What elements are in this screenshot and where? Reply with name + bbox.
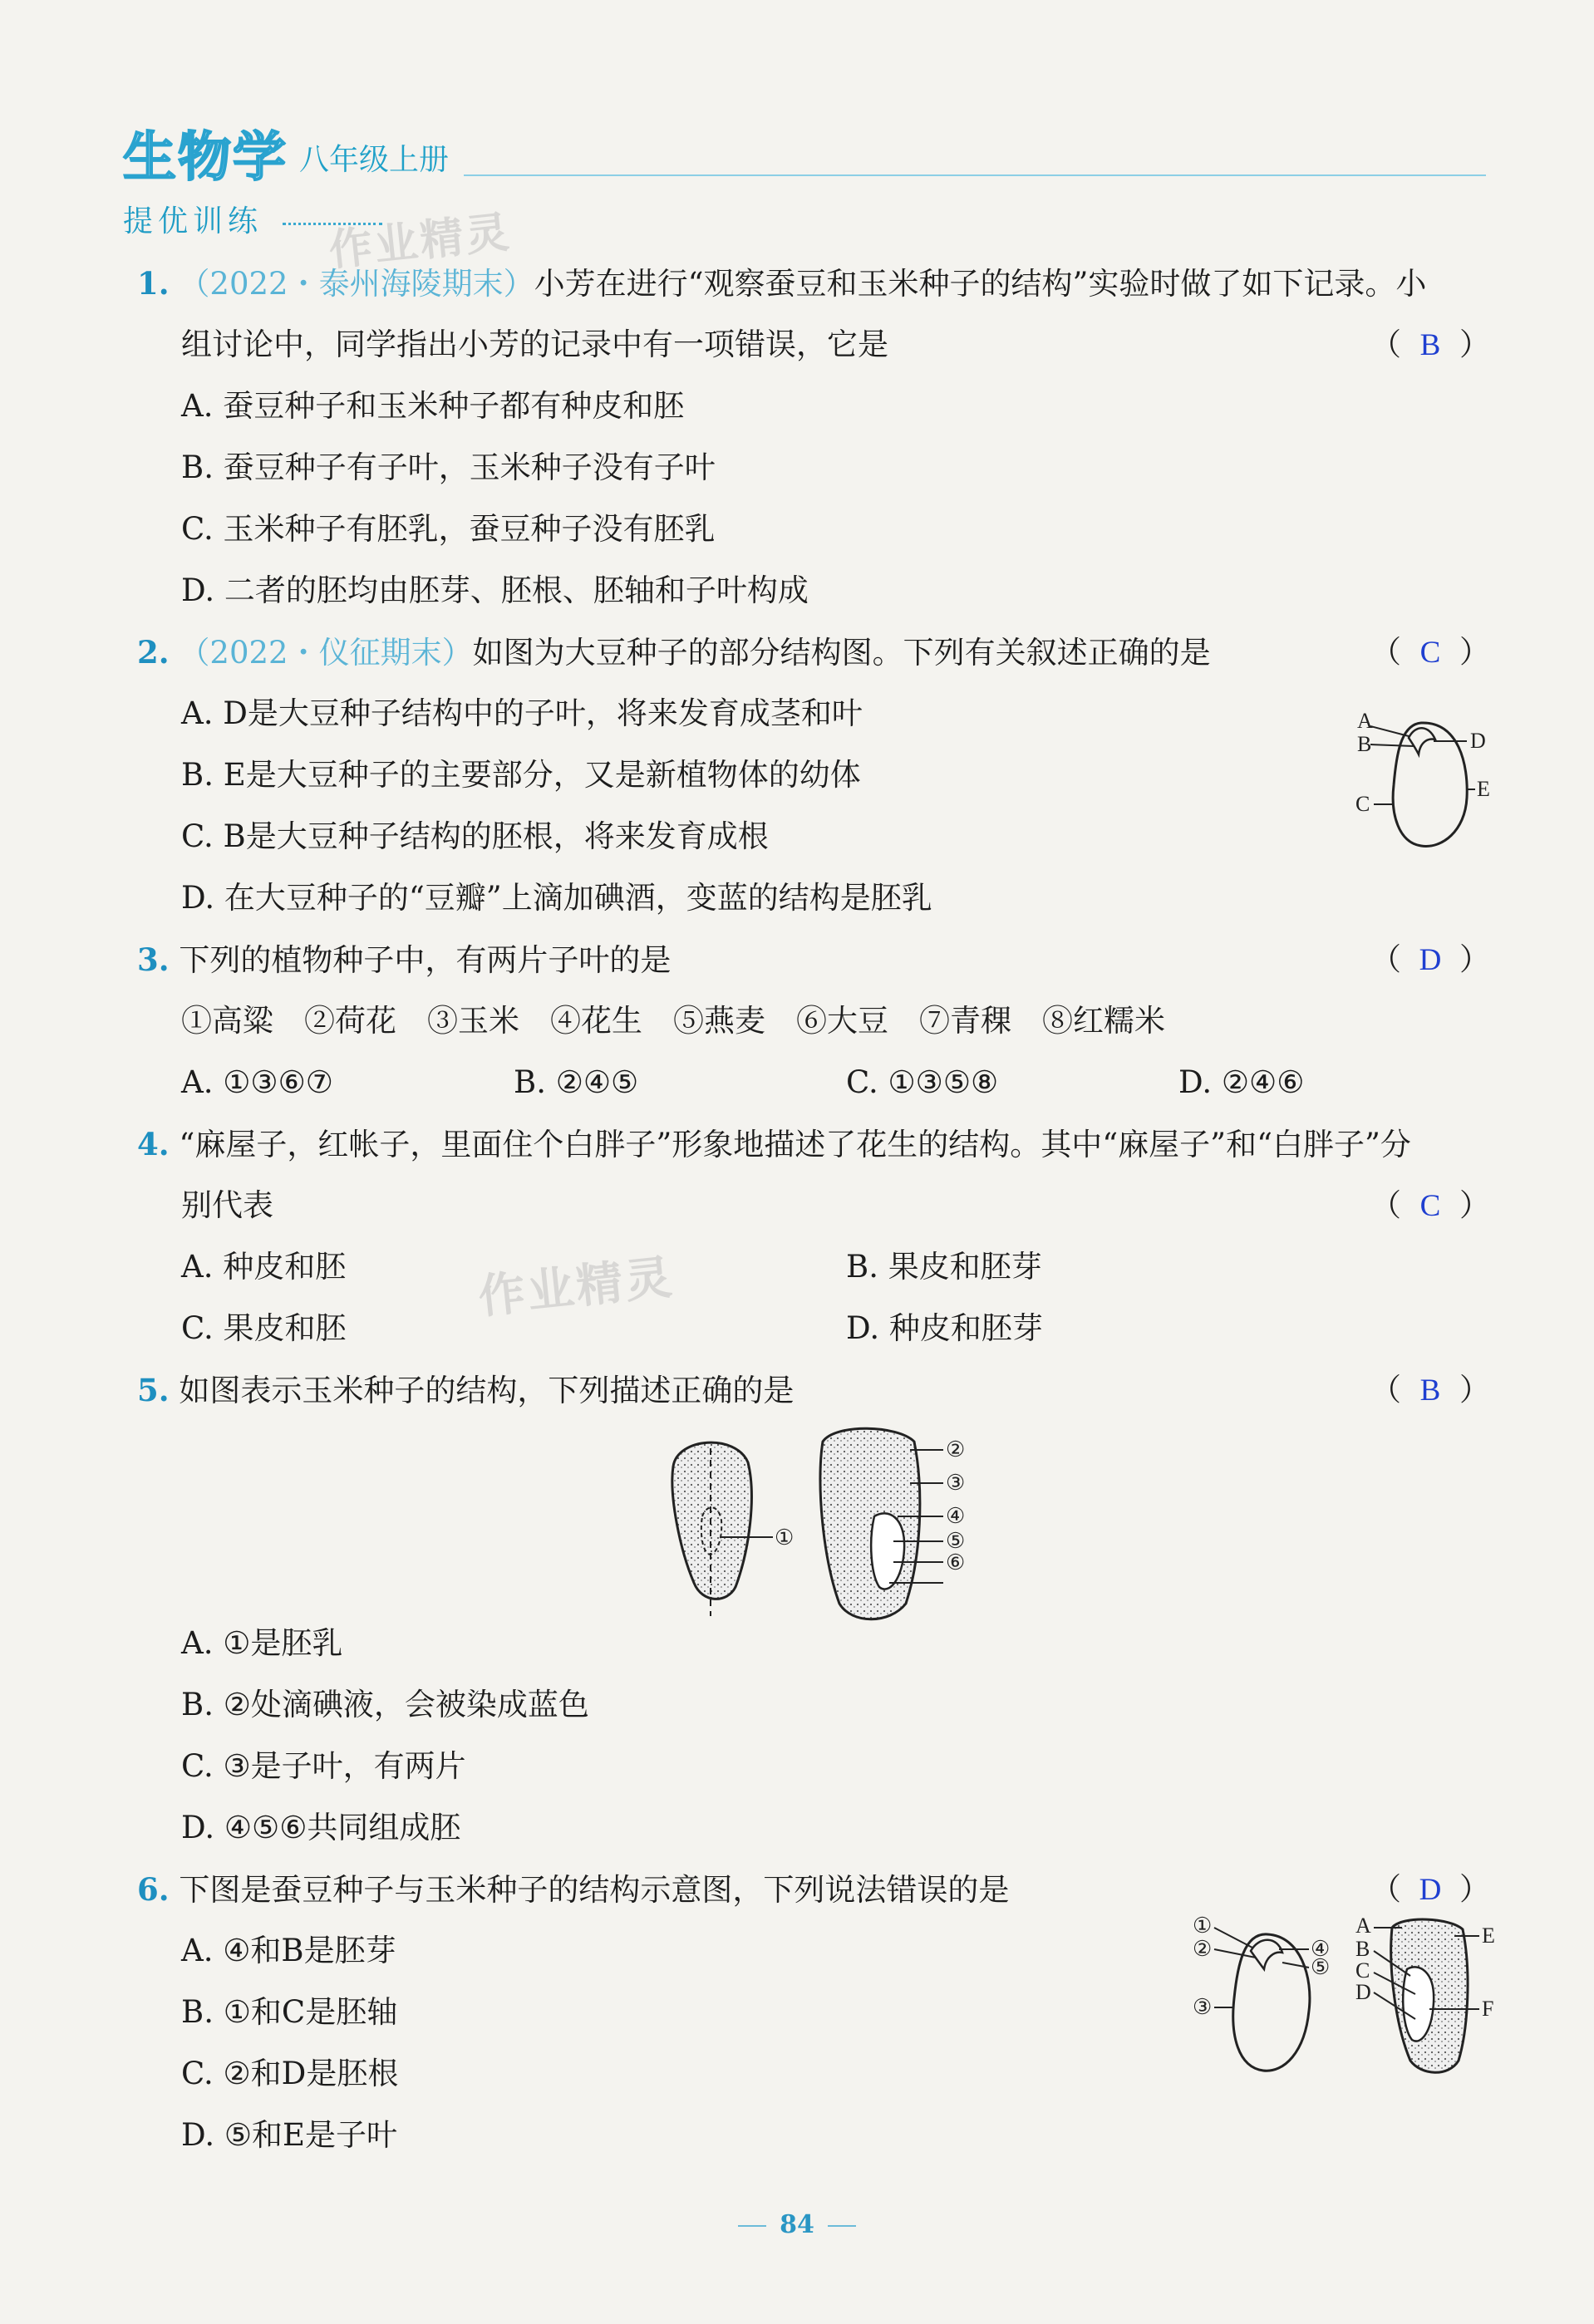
figure-label: E (1482, 1924, 1495, 1948)
option: A. ①③⑥⑦ (181, 1064, 333, 1100)
seed-items: ①高粱 ②荷花 ③玉米 ④花生 ⑤燕麦 ⑥大豆 ⑦青稞 ⑧红糯米 (181, 1003, 1165, 1039)
question-number: 3. (137, 941, 170, 978)
question-2-stem (137, 633, 1211, 672)
question-text: 小芳在进行“观察蚕豆和玉米种子的结构”实验时做了如下记录。小 (534, 266, 1427, 302)
figure-label: B (1357, 732, 1372, 756)
question-4-stem-line2: 别代表 (181, 1187, 273, 1223)
figure-label: E (1477, 777, 1490, 801)
figure-label: ① (1193, 1914, 1213, 1938)
figure-label: D (1470, 729, 1486, 753)
answer-letter: C (1419, 636, 1441, 670)
watermark: 作业精灵 (327, 207, 514, 277)
bean-corn-seed-figure (1184, 1911, 1500, 2086)
page-footer (0, 2210, 1594, 2239)
figure-label: ② (946, 1437, 966, 1462)
question-source: （2022・仪征期末） (179, 635, 473, 671)
question-text: 如图表示玉米种子的结构，下列描述正确的是 (179, 1373, 795, 1408)
question-text: 下列的植物种子中，有两片子叶的是 (179, 942, 672, 978)
figure-label: D (1355, 1980, 1371, 2004)
figure-label: ② (1193, 1937, 1213, 1961)
book-title: 生物学 (123, 127, 288, 189)
figure-label: C (1355, 1958, 1370, 1983)
figure-label: ⑥ (946, 1550, 966, 1575)
leader-line (1370, 744, 1414, 746)
question-text: 下图是蚕豆种子与玉米种子的结构示意图，下列说法错误的是 (179, 1872, 1010, 1908)
question-3-stem (137, 941, 671, 980)
answer-letter: B (1419, 1373, 1441, 1408)
option: C. 果皮和胚 (181, 1310, 347, 1346)
option: A. ①是胚乳 (181, 1625, 343, 1661)
option: B. E是大豆种子的主要部分，又是新植物体的幼体 (181, 757, 861, 793)
option: B. ②④⑤ (514, 1064, 639, 1100)
answer-letter: D (1419, 1873, 1442, 1907)
corn-outer-view (672, 1442, 751, 1599)
option: D. ②④⑥ (1178, 1064, 1305, 1100)
leader-line (1214, 1949, 1256, 1958)
option: B. 果皮和胚芽 (846, 1249, 1042, 1285)
question-5-stem (137, 1371, 794, 1410)
figure-label: B (1355, 1937, 1370, 1961)
figure-label: ① (775, 1526, 795, 1550)
soybean-seed-figure (1342, 706, 1500, 856)
plumule-shape (1409, 728, 1435, 754)
corn-seed-figure (657, 1417, 989, 1633)
question-number: 4. (137, 1126, 170, 1162)
question-number: 2. (137, 634, 170, 671)
corn-section-view (820, 1428, 920, 1619)
answer-letter: B (1419, 328, 1441, 362)
option: C. 玉米种子有胚乳，蚕豆种子没有胚乳 (181, 511, 716, 547)
option: D. ④⑤⑥共同组成胚 (181, 1810, 461, 1845)
figure-label: ④ (946, 1504, 966, 1528)
question-source: （2022・泰州海陵期末） (179, 266, 534, 302)
question-number: 5. (137, 1372, 170, 1408)
answer-blank: （ D ） (1370, 1870, 1490, 1909)
figure-label: ③ (1193, 1995, 1213, 2019)
leader-line (1214, 1928, 1252, 1948)
question-6-stem (137, 1870, 1009, 1909)
option: D. 在大豆种子的“豆瓣”上滴加碘酒，变蓝的结构是胚乳 (181, 880, 932, 916)
footer-dash (738, 2225, 766, 2227)
question-1-stem (137, 264, 1426, 303)
figure-label: ④ (1311, 1937, 1331, 1961)
question-text: 如图为大豆种子的部分结构图。下列有关叙述正确的是 (472, 635, 1211, 671)
answer-blank: （ C ） (1370, 1187, 1490, 1226)
question-number: 1. (137, 265, 170, 302)
option: A. ④和B是胚芽 (181, 1933, 396, 1968)
answer-blank: （ B ） (1370, 1371, 1490, 1410)
figure-label: A (1355, 1914, 1371, 1938)
figure-label: ⑤ (946, 1529, 966, 1553)
option: C. ③是子叶，有两片 (181, 1748, 466, 1784)
option: A. 种皮和胚 (181, 1249, 347, 1285)
option: B. 蚕豆种子有子叶，玉米种子没有子叶 (181, 450, 716, 485)
option: D. 二者的胚均由胚芽、胚根、胚轴和子叶构成 (181, 572, 809, 608)
option: A. 蚕豆种子和玉米种子都有种皮和胚 (181, 388, 685, 424)
question-4-stem (137, 1125, 1411, 1164)
bean-plumule (1251, 1940, 1282, 1969)
figure-label: ⑤ (1311, 1955, 1331, 1979)
option: C. ②和D是胚根 (181, 2056, 399, 2091)
option: C. ①③⑤⑧ (846, 1064, 999, 1100)
question-1-stem-line2: 组讨论中，同学指出小芳的记录中有一项错误，它是 (181, 327, 888, 362)
answer-blank: （ C ） (1370, 633, 1490, 672)
question-text: “麻屋子，红帐子，里面住个白胖子”形象地描述了花生的结构。其中“麻屋子”和“白胖子”分 (179, 1127, 1411, 1162)
question-number: 6. (137, 1871, 170, 1908)
option: D. ⑤和E是子叶 (181, 2117, 398, 2153)
book-subtitle: 八年级上册 (299, 143, 450, 177)
answer-letter: D (1419, 943, 1442, 977)
page-number: 84 (780, 2210, 814, 2239)
option: B. ②处滴碘液，会被染成蓝色 (181, 1687, 589, 1722)
figure-label: ③ (946, 1471, 966, 1495)
section-tag: 提优训练 (123, 204, 263, 238)
footer-dash (828, 2225, 856, 2227)
figure-label: C (1355, 792, 1370, 816)
figure-label: A (1357, 709, 1373, 733)
answer-letter: C (1419, 1189, 1441, 1223)
answer-blank: （ D ） (1370, 941, 1490, 980)
page-header (123, 115, 1486, 189)
option: D. 种皮和胚芽 (846, 1310, 1043, 1346)
figure-label: F (1482, 1997, 1494, 2021)
header-rule (464, 174, 1486, 176)
option: B. ①和C是胚轴 (181, 1994, 398, 2030)
leader-line (1370, 726, 1409, 736)
watermark: 作业精灵 (475, 1250, 677, 1325)
option: C. B是大豆种子结构的胚根，将来发育成根 (181, 818, 769, 854)
option: A. D是大豆种子结构中的子叶，将来发育成茎和叶 (181, 695, 863, 731)
answer-blank: （ B ） (1370, 326, 1490, 365)
